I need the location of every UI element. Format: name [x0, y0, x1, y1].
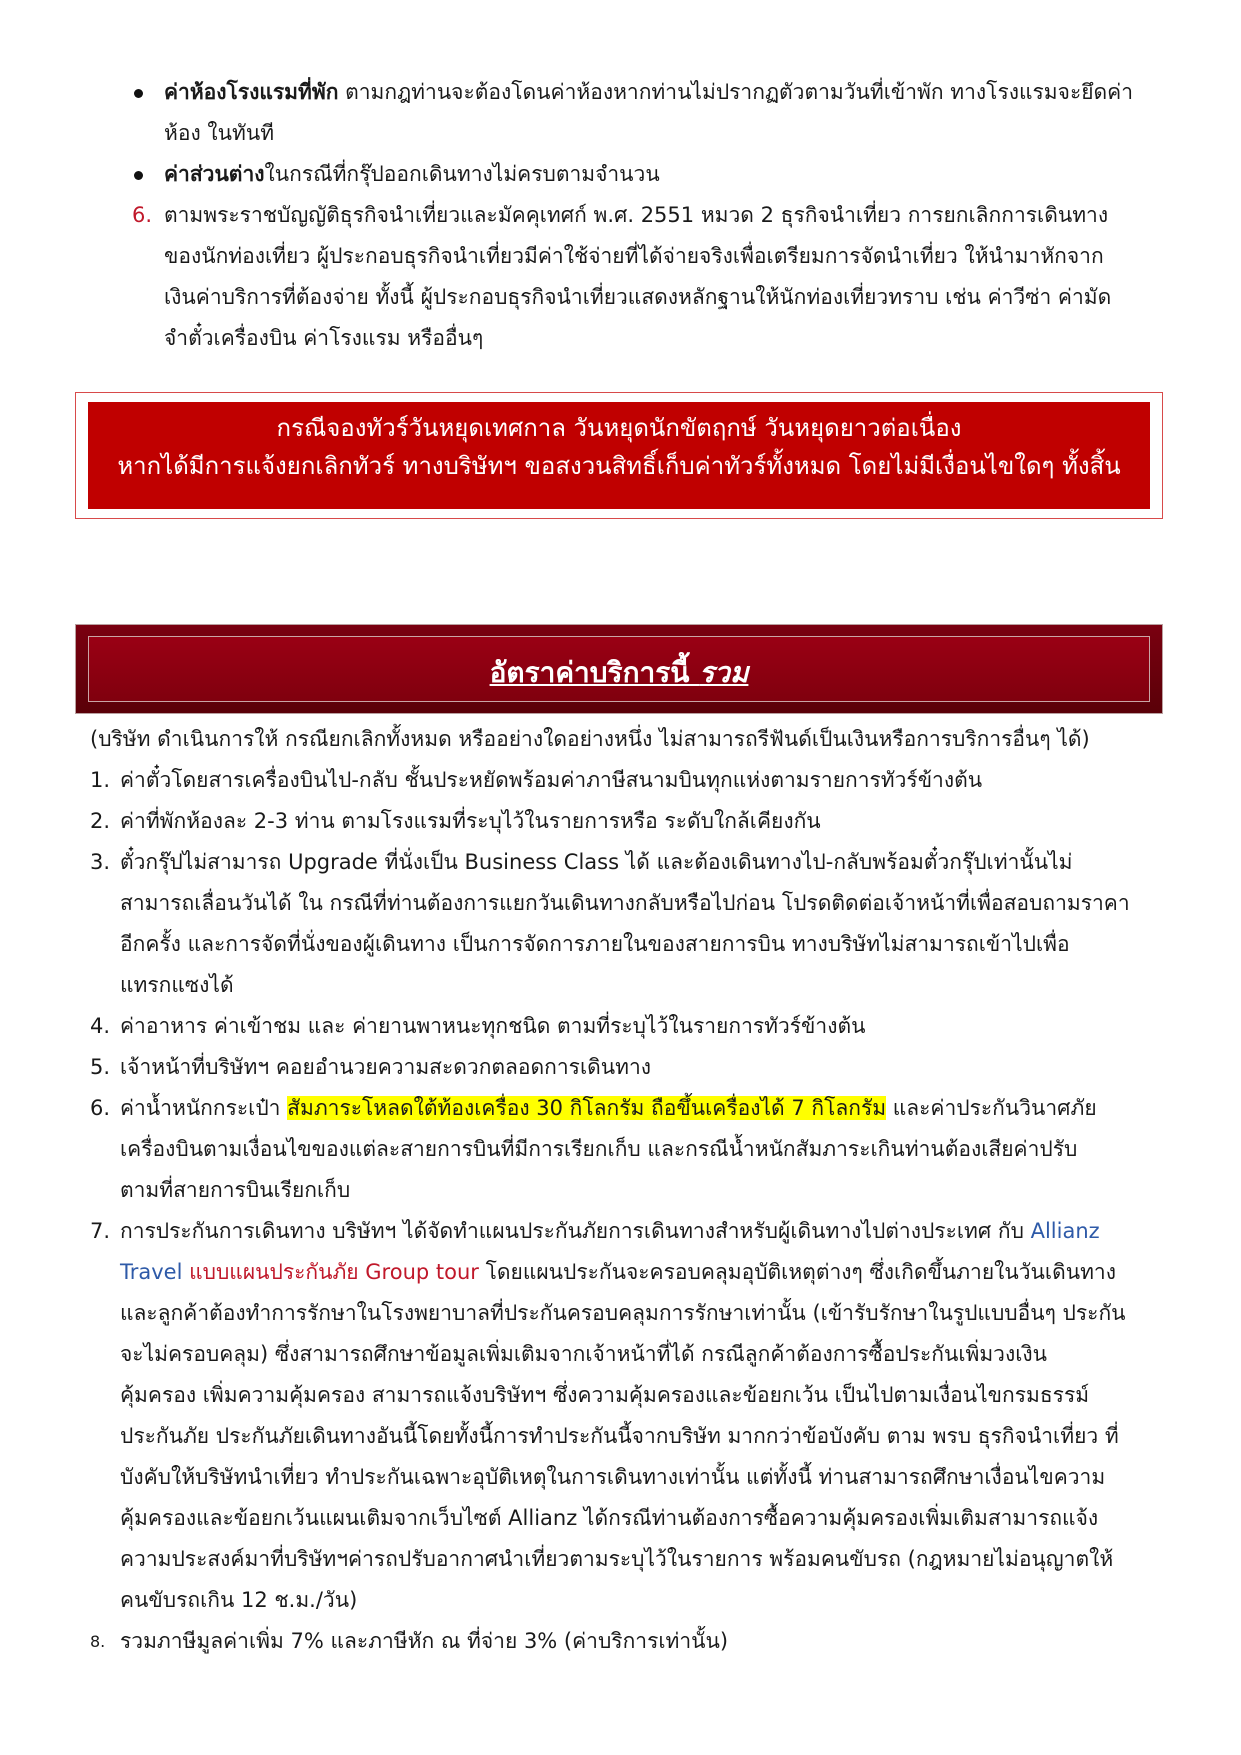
item-line: สามารถเลื่อนวันได้ ใน กรณีที่ท่านต้องการแยกวันเดินทางกลับหรือไปก่อน โปรดติดต่อเจ้าหน้าที่เพื่อสอบถามราคา: [120, 891, 1130, 915]
item-line: [120, 1252, 1170, 1293]
baggage-highlight: สัมภาระโหลดใต้ท้องเครื่อง 30 กิโลกรัม ถือขึ้นเครื่องได้ 7 กิโลกรัม: [287, 1096, 887, 1120]
allianz-name: Allianz: [1030, 1219, 1100, 1243]
law-line: จำตั๋วเครื่องบิน ค่าโรงแรม หรืออื่นๆ: [164, 326, 484, 350]
hotel-fee-text: ตามกฎท่านจะต้องโดนค่าห้องหากท่านไม่ปรากฏตัวตามวันที่เข้าพัก ทางโรงแรมจะยึดค่า: [338, 80, 1134, 104]
baggage-post: และค่าประกันวินาศภัย: [886, 1096, 1097, 1120]
difference-fee-text: ในกรณีที่กรุ๊ปออกเดินทางไม่ครบตามจำนวน: [264, 162, 660, 186]
banner-title-italic: รวม: [699, 656, 749, 689]
item-line: อีกครั้ง และการจัดที่นั่งของผู้เดินทาง เป็นการจัดการภายในของสายการบิน ทางบริษัทไม่สามารถเข้าไปเพื่อ: [120, 932, 1070, 956]
item-line: ค่าที่พักห้องละ 2-3 ท่าน ตามโรงแรมที่ระบุไว้ในรายการหรือ ระดับใกล้เคียงกัน: [120, 809, 821, 833]
insurance-second: โดยแผนประกันจะครอบคลุมอุบัติเหตุต่างๆ ซึ่งเกิดขึ้นภายในวันเดินทาง: [478, 1260, 1116, 1284]
item-number: 1.: [90, 768, 111, 792]
list-item-baggage: [90, 1088, 1170, 1211]
item-line: คุ้มครองและข้อยกเว้นแผนเติมจากเว็บไซต์ Allianz ได้กรณีท่านต้องการซื้อความคุ้มครองเพิ่มเติมสามารถแจ้ง: [120, 1506, 1099, 1530]
law-line: เงินค่าบริการที่ต้องจ่าย ทั้งนี้ ผู้ประกอบธุรกิจนำเที่ยวแสดงหลักฐานให้นักท่องเที่ยวทราบ เช่น ค่าวีซ่า ค่ามัด: [164, 285, 1112, 309]
item-line: คุ้มครอง เพิ่มความคุ้มครอง สามารถแจ้งบริษัทฯ ซึ่งความคุ้มครองและข้อยกเว้น เป็นไปตามเงื่อนไขกรมธรรม์: [120, 1383, 1090, 1407]
list-item: [90, 842, 1170, 1006]
intro-note: (บริษัท ดำเนินการให้ กรณียกเลิกทั้งหมด หรืออย่างใดอย่างหนึ่ง ไม่สามารถรีฟันด์เป็นเงินหรือการบริการอื่นๆ ได้): [90, 727, 1090, 751]
hotel-fee-text-cont: ห้อง ในทันที: [164, 121, 275, 145]
item-line: จะไม่ครอบคลุม) ซึ่งสามารถศึกษาข้อมูลเพิ่มเติมจากเจ้าหน้าที่ได้ กรณีลูกค้าต้องการซื้อประกันเพิ่มวงเงิน: [120, 1342, 1048, 1366]
banner-inner: [88, 636, 1150, 702]
holiday-notice-box: [75, 392, 1163, 519]
item-number: 5.: [90, 1055, 111, 1079]
item-line: [120, 1211, 1170, 1252]
list-item: [90, 1006, 1170, 1047]
item-line: และลูกค้าต้องทำการรักษาในโรงพยาบาลที่ประกันครอบคลุมการรักษาเท่านั้น (เข้ารับรักษาในรูปแบบอื่นๆ ประกัน: [120, 1301, 1126, 1325]
group-tour-plan: แบบแผนประกันภัย Group tour: [189, 1260, 479, 1284]
item-number: 7.: [90, 1219, 111, 1243]
bullet-dot-icon: [134, 89, 143, 98]
list-item: [90, 760, 1170, 801]
allianz-travel: Travel: [120, 1260, 190, 1284]
holiday-notice-fill: [88, 402, 1150, 509]
notice-line-1: กรณีจองทัวร์วันหยุดเทศกาล วันหยุดนักขัตฤกษ์ วันหยุดยาวต่อเนื่อง: [276, 414, 962, 442]
insurance-first: การประกันการเดินทาง บริษัทฯ ได้จัดทำแผนประกันภัยการเดินทางสำหรับผู้เดินทางไปต่างประเทศ กับ: [120, 1219, 1031, 1243]
item-line: ตั๋วกรุ๊ปไม่สามารถ Upgrade ที่นั่งเป็น Business Class ได้ และต้องเดินทางไป-กลับพร้อมตั๋วกรุ๊ปเท่านั้นไม่: [120, 850, 1073, 874]
hotel-fee-label: ค่าห้องโรงแรมที่พัก: [164, 80, 339, 104]
item-line: แทรกแซงได้: [120, 973, 234, 997]
item-line: เจ้าหน้าที่บริษัทฯ คอยอำนวยความสะดวกตลอดการเดินทาง: [120, 1055, 652, 1079]
item-line: ค่าตั๋วโดยสารเครื่องบินไป-กลับ ชั้นประหยัดพร้อมค่าภาษีสนามบินทุกแห่งตามรายการทัวร์ข้างต้น: [120, 768, 983, 792]
item-line: [120, 1088, 1170, 1129]
list-item: [90, 1047, 1170, 1088]
list-item-vat: [90, 1621, 1170, 1662]
cancellation-fees-list: [90, 72, 1170, 359]
item-number: 4.: [90, 1014, 111, 1038]
item-line: ความประสงค์มาที่บริษัทฯค่ารถปรับอากาศนำเที่ยวตามระบุไว้ในรายการ พร้อมคนขับรถ (กฎหมายไม่อนุญาตให้: [120, 1547, 1114, 1571]
item-number: 2.: [90, 809, 111, 833]
item-line: ค่าอาหาร ค่าเข้าชม และ ค่ายานพาหนะทุกชนิด ตามที่ระบุไว้ในรายการทัวร์ข้างต้น: [120, 1014, 866, 1038]
item-line: เครื่องบินตามเงื่อนไขของแต่ละสายการบินที่มีการเรียกเก็บ และกรณีน้ำหนักสัมภาระเกินท่านต้องเสียค่าปรับ: [120, 1137, 1078, 1161]
baggage-pre: ค่าน้ำหนักกระเป๋า: [120, 1096, 288, 1120]
law-line: ตามพระราชบัญญัติธุรกิจนำเที่ยวและมัคคุเทศก์ พ.ศ. 2551 หมวด 2 ธุรกิจนำเที่ยว การยกเลิกการเดินทาง: [164, 203, 1109, 227]
bullet-hotel-fee: [90, 72, 1170, 154]
included-services-banner: [75, 624, 1163, 714]
law-line: ของนักท่องเที่ยว ผู้ประกอบธุรกิจนำเที่ยวมีค่าใช้จ่ายที่ได้จ่ายจริงเพื่อเตรียมการจัดนำเที่ยว ให้นำมาหักจาก: [164, 244, 1104, 268]
notice-line-2: หากได้มีการแจ้งยกเลิกทัวร์ ทางบริษัทฯ ขอสงวนสิทธิ์เก็บค่าทัวร์ทั้งหมด โดยไม่มีเงื่อนไขใดๆ ทั้งสิ้น: [117, 452, 1121, 480]
included-services-list: [90, 719, 1170, 1662]
bullet-difference-fee: [90, 154, 1170, 195]
item-line: บังคับให้บริษัทนำเที่ยว ทำประกันเฉพาะอุบัติเหตุในการเดินทางเท่านั้น แต่ทั้งนี้ ท่านสามารถศึกษาเงื่อนไขความ: [120, 1465, 1106, 1489]
item-number: 6.: [90, 1096, 111, 1120]
bullet-dot-icon: [134, 171, 143, 180]
difference-fee-label: ค่าส่วนต่าง: [164, 162, 265, 186]
item-line: คนขับรถเกิน 12 ช.ม./วัน): [120, 1588, 358, 1612]
item-number: 6.: [132, 203, 153, 227]
banner-title: [89, 651, 1149, 695]
item-line: ประกันภัย ประกันภัยเดินทางอันนี้โดยทั้งนี้การทำประกันนี้จากบริษัท มากกว่าข้อบังคับ ตาม พรบ ธุรกิจนำเที่ยว ที่: [120, 1424, 1119, 1448]
cancellation-law-item: [90, 195, 1170, 359]
item-line: รวมภาษีมูลค่าเพิ่ม 7% และภาษีหัก ณ ที่จ่าย 3% (ค่าบริการเท่านั้น): [120, 1629, 729, 1653]
banner-title-text: อัตราค่าบริการนี้: [489, 656, 700, 689]
item-number: 3.: [90, 850, 111, 874]
list-item-insurance: [90, 1211, 1170, 1621]
list-item: [90, 801, 1170, 842]
item-line: ตามที่สายการบินเรียกเก็บ: [120, 1178, 351, 1202]
item-number: 8.: [90, 1632, 106, 1651]
